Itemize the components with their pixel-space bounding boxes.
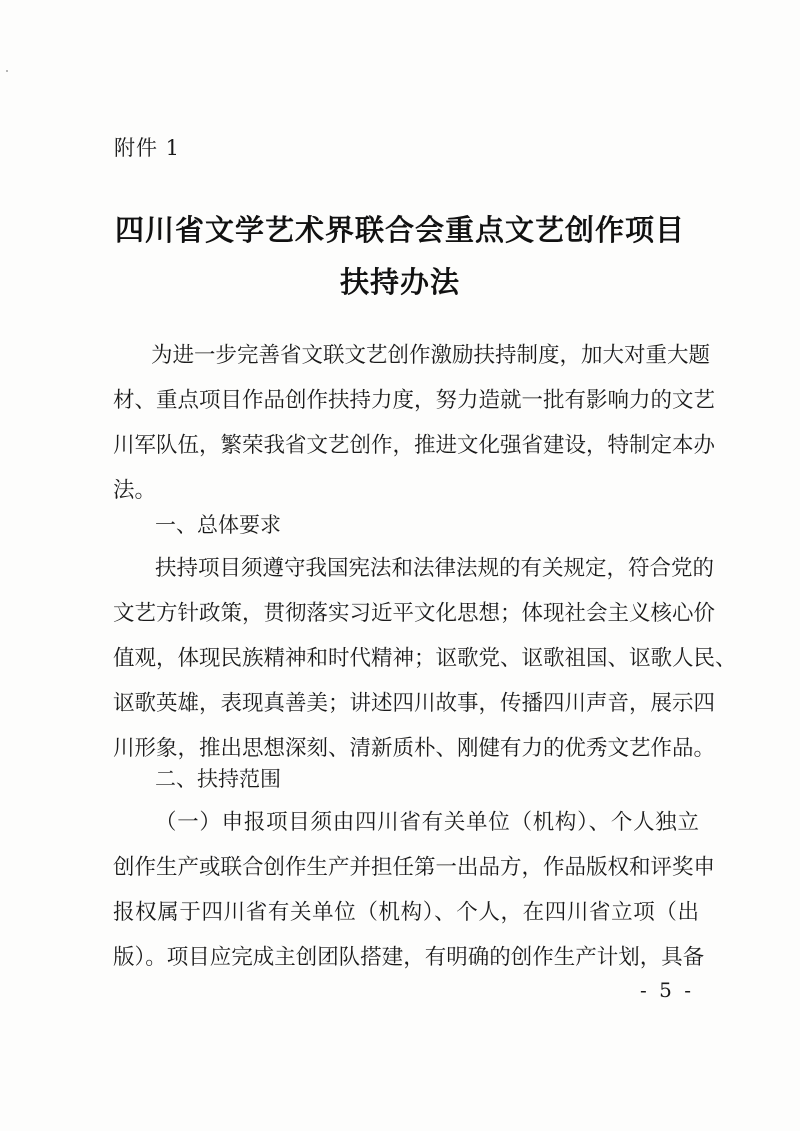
section-heading-support-scope: 二、扶持范围 [155, 767, 281, 791]
section2-line: 创作生产或联合创作生产并担任第一出品方，作品版权和评奖申 [113, 855, 716, 880]
page-number: - 5 - [640, 978, 694, 1002]
section2-line: 报权属于四川省有关单位（机构）、个人，在四川省立项（出 [113, 900, 699, 925]
attachment-label: 附件 1 [114, 136, 181, 160]
intro-line: 川军队伍，繁荣我省文艺创作，推进文化强省建设，特制定本办 [113, 433, 716, 458]
section1-line: 讴歌英雄，表现真善美；讲述四川故事，传播四川声音，展示四 [113, 691, 716, 716]
document-title-line-1: 四川省文学艺术界联合会重点文艺创作项目 [114, 213, 685, 247]
section2-line: 版）。项目应完成主创团队搭建，有明确的创作生产计划，具备 [113, 945, 705, 970]
intro-line: 材、重点项目作品创作扶持力度，努力造就一批有影响力的文艺 [113, 388, 716, 413]
document-title-line-2: 扶持办法 [339, 265, 460, 299]
section1-line: 值观，体现民族精神和时代精神；讴歌党、讴歌祖国、讴歌人民、 [113, 646, 737, 671]
intro-line: 法。 [113, 478, 157, 503]
section1-line: 文艺方针政策，贯彻落实习近平文化思想；体现社会主义核心价 [113, 601, 716, 626]
section1-line: 川形象，推出思想深刻、清新质朴、刚健有力的优秀文艺作品。 [113, 736, 716, 761]
intro-line: 为进一步完善省文联文艺创作激励扶持制度，加大对重大题 [151, 343, 711, 368]
section1-line: 扶持项目须遵守我国宪法和法律法规的有关规定，符合党的 [155, 556, 715, 581]
section-heading-general-requirements: 一、总体要求 [155, 513, 281, 537]
section2-line: （一）申报项目须由四川省有关单位（机构）、个人独立 [155, 810, 699, 835]
scan-mark [6, 70, 8, 72]
